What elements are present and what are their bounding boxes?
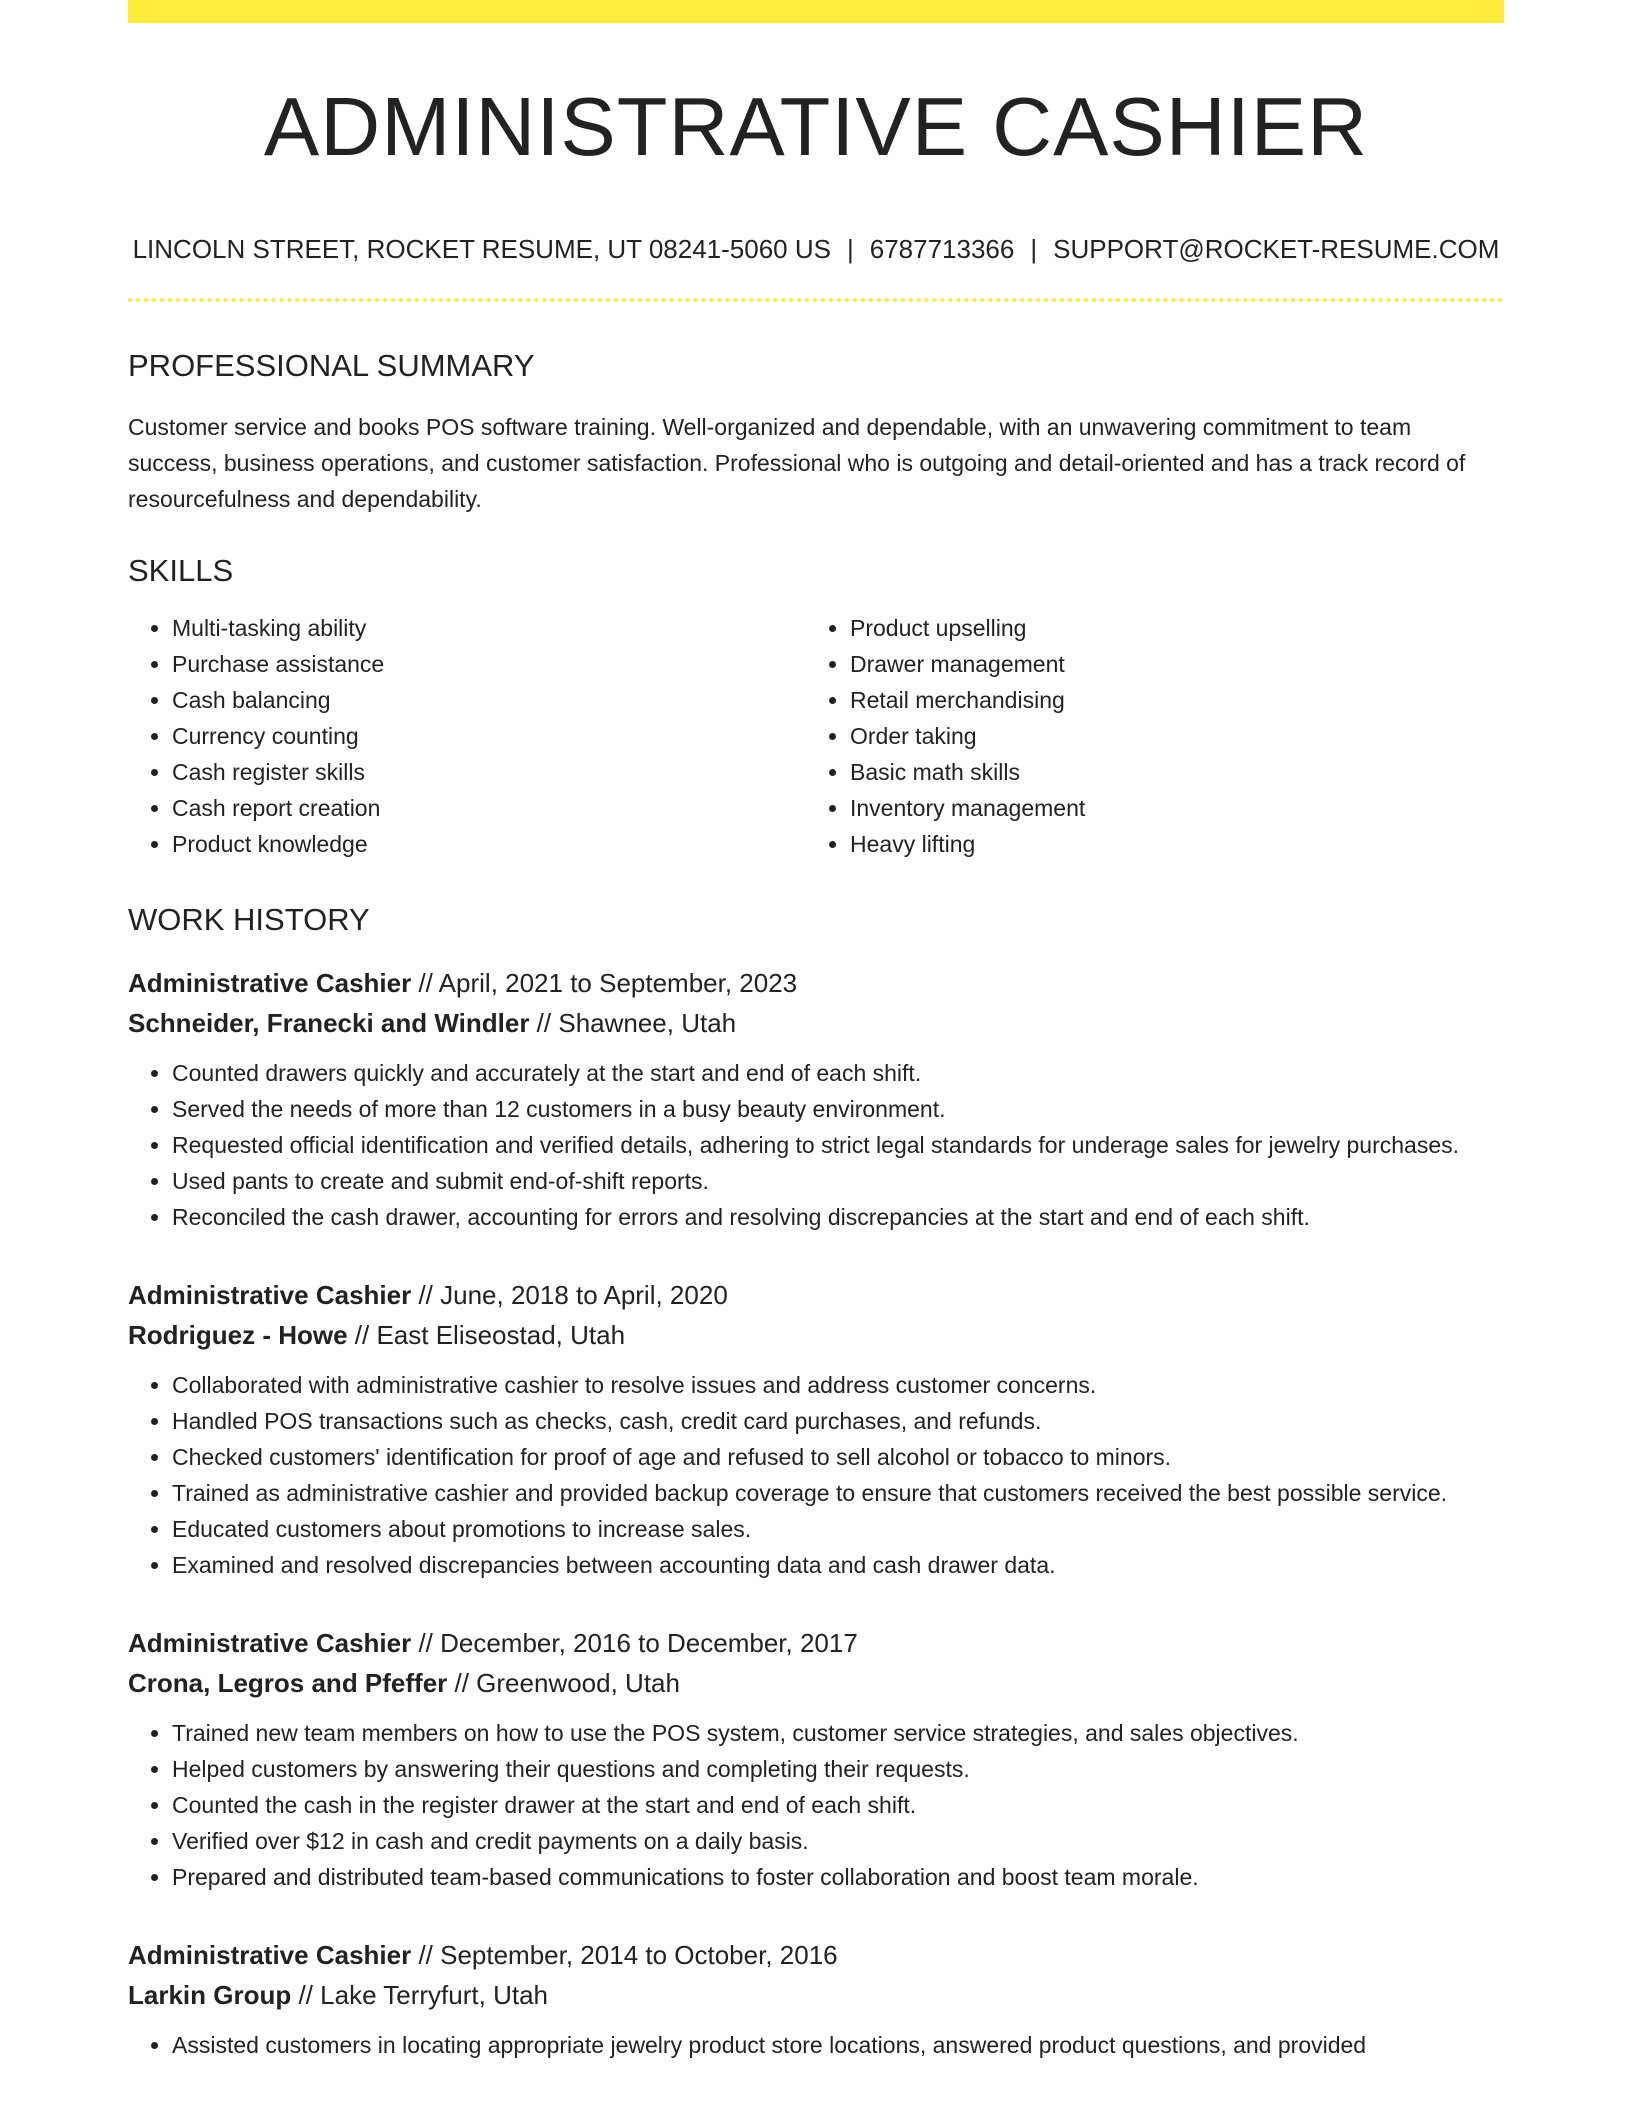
- job-bullets: [128, 1715, 1504, 1895]
- job-entry: [128, 1623, 1504, 1895]
- job-company: Larkin Group: [128, 1980, 292, 2010]
- skill-item: • Product knowledge: [172, 826, 806, 862]
- job-title-line: [128, 1275, 1504, 1315]
- job-title-line: [128, 1623, 1504, 1663]
- job-bullet: • Served the needs of more than 12 customers in a busy beauty environment.: [172, 1091, 1504, 1127]
- contact-address: LINCOLN STREET, ROCKET RESUME, UT 08241-5060 US: [132, 234, 831, 264]
- job-entry: [128, 963, 1504, 1235]
- job-bullet: • Trained new team members on how to use the POS system, customer service strategies, and sales objectives.: [172, 1715, 1504, 1751]
- job-location: // Shawnee, Utah: [529, 1008, 737, 1038]
- job-entry: [128, 1935, 1504, 2063]
- resume-page: [128, 0, 1504, 2103]
- job-title-line: [128, 1935, 1504, 1975]
- skills-column-left: [128, 610, 806, 862]
- job-dates: // April, 2021 to September, 2023: [411, 968, 798, 998]
- job-bullet: • Checked customers' identification for proof of age and refused to sell alcohol or tobacco to minors.: [172, 1439, 1504, 1475]
- job-dates: // December, 2016 to December, 2017: [411, 1628, 858, 1658]
- skill-item: • Drawer management: [850, 646, 1484, 682]
- job-bullet: • Counted the cash in the register drawer at the start and end of each shift.: [172, 1787, 1504, 1823]
- job-dates: // September, 2014 to October, 2016: [411, 1940, 838, 1970]
- job-company-line: [128, 1975, 1504, 2015]
- job-role: Administrative Cashier: [128, 1280, 412, 1310]
- resume-name: ADMINISTRATIVE CASHIER: [263, 80, 1369, 173]
- job-bullet: • Verified over $12 in cash and credit payments on a daily basis.: [172, 1823, 1504, 1859]
- skill-item: • Purchase assistance: [172, 646, 806, 682]
- skill-item: • Product upselling: [850, 610, 1484, 646]
- job-company-line: [128, 1315, 1504, 1355]
- summary-text: Customer service and books POS software training. Well-organized and dependable, with an unwavering commitment to team success, business operations, and customer satisfaction. Professional who is outgoing and detail-oriented and has a track record of resourcefulness and dependability.: [128, 414, 1466, 512]
- job-dates: // June, 2018 to April, 2020: [411, 1280, 728, 1310]
- job-bullet: • Helped customers by answering their questions and completing their requests.: [172, 1751, 1504, 1787]
- contact-separator: |: [1030, 234, 1038, 264]
- job-location: // Greenwood, Utah: [447, 1668, 680, 1698]
- skill-item: • Basic math skills: [850, 754, 1484, 790]
- skill-item: • Inventory management: [850, 790, 1484, 826]
- job-bullet: • Reconciled the cash drawer, accounting for errors and resolving discrepancies at the start and end of each shift.: [172, 1199, 1504, 1235]
- skills-grid: [128, 610, 1504, 862]
- job-bullet: • Requested official identification and verified details, adhering to strict legal standards for underage sales for jewelry purchases.: [172, 1127, 1504, 1163]
- job-role: Administrative Cashier: [128, 968, 412, 998]
- job-bullet: • Collaborated with administrative cashier to resolve issues and address customer concerns.: [172, 1367, 1504, 1403]
- contact-email: SUPPORT@ROCKET-RESUME.COM: [1053, 234, 1500, 264]
- contact-phone: 6787713366: [869, 234, 1015, 264]
- skill-item: • Cash balancing: [172, 682, 806, 718]
- work-history-heading: WORK HISTORY: [128, 902, 370, 937]
- top-accent-bar: [128, 0, 1504, 23]
- job-role: Administrative Cashier: [128, 1628, 412, 1658]
- job-bullet: • Handled POS transactions such as checks, cash, credit card purchases, and refunds.: [172, 1403, 1504, 1439]
- contact-separator: |: [846, 234, 854, 264]
- dotted-divider: [128, 298, 1504, 302]
- job-company-line: [128, 1003, 1504, 1043]
- job-company: Schneider, Franecki and Windler: [128, 1008, 530, 1038]
- job-bullet: • Educated customers about promotions to increase sales.: [172, 1511, 1504, 1547]
- job-entry: [128, 1275, 1504, 1583]
- skill-item: • Currency counting: [172, 718, 806, 754]
- job-company: Crona, Legros and Pfeffer: [128, 1668, 448, 1698]
- job-bullets: [128, 1055, 1504, 1235]
- skill-item: • Multi-tasking ability: [172, 610, 806, 646]
- job-bullet: • Assisted customers in locating appropriate jewelry product store locations, answered product questions, and provided: [172, 2027, 1504, 2063]
- job-bullet: • Trained as administrative cashier and provided backup coverage to ensure that customers received the best possible service.: [172, 1475, 1504, 1511]
- job-company: Rodriguez - Howe: [128, 1320, 348, 1350]
- job-bullet: • Used pants to create and submit end-of-shift reports.: [172, 1163, 1504, 1199]
- job-bullet: • Prepared and distributed team-based communications to foster collaboration and boost team morale.: [172, 1859, 1504, 1895]
- job-location: // East Eliseostad, Utah: [347, 1320, 626, 1350]
- job-title-line: [128, 963, 1504, 1003]
- skill-item: • Cash register skills: [172, 754, 806, 790]
- skill-item: • Retail merchandising: [850, 682, 1484, 718]
- job-bullet: • Counted drawers quickly and accurately at the start and end of each shift.: [172, 1055, 1504, 1091]
- job-bullets: [128, 2027, 1504, 2063]
- job-bullet: • Examined and resolved discrepancies between accounting data and cash drawer data.: [172, 1547, 1504, 1583]
- summary-heading: PROFESSIONAL SUMMARY: [128, 348, 535, 383]
- job-bullets: [128, 1367, 1504, 1583]
- skills-column-right: [806, 610, 1484, 862]
- skill-item: • Heavy lifting: [850, 826, 1484, 862]
- skills-heading: SKILLS: [128, 553, 234, 588]
- skill-item: • Cash report creation: [172, 790, 806, 826]
- job-company-line: [128, 1663, 1504, 1703]
- contact-line: [128, 236, 1504, 262]
- job-role: Administrative Cashier: [128, 1940, 412, 1970]
- skill-item: • Order taking: [850, 718, 1484, 754]
- job-location: // Lake Terryfurt, Utah: [291, 1980, 548, 2010]
